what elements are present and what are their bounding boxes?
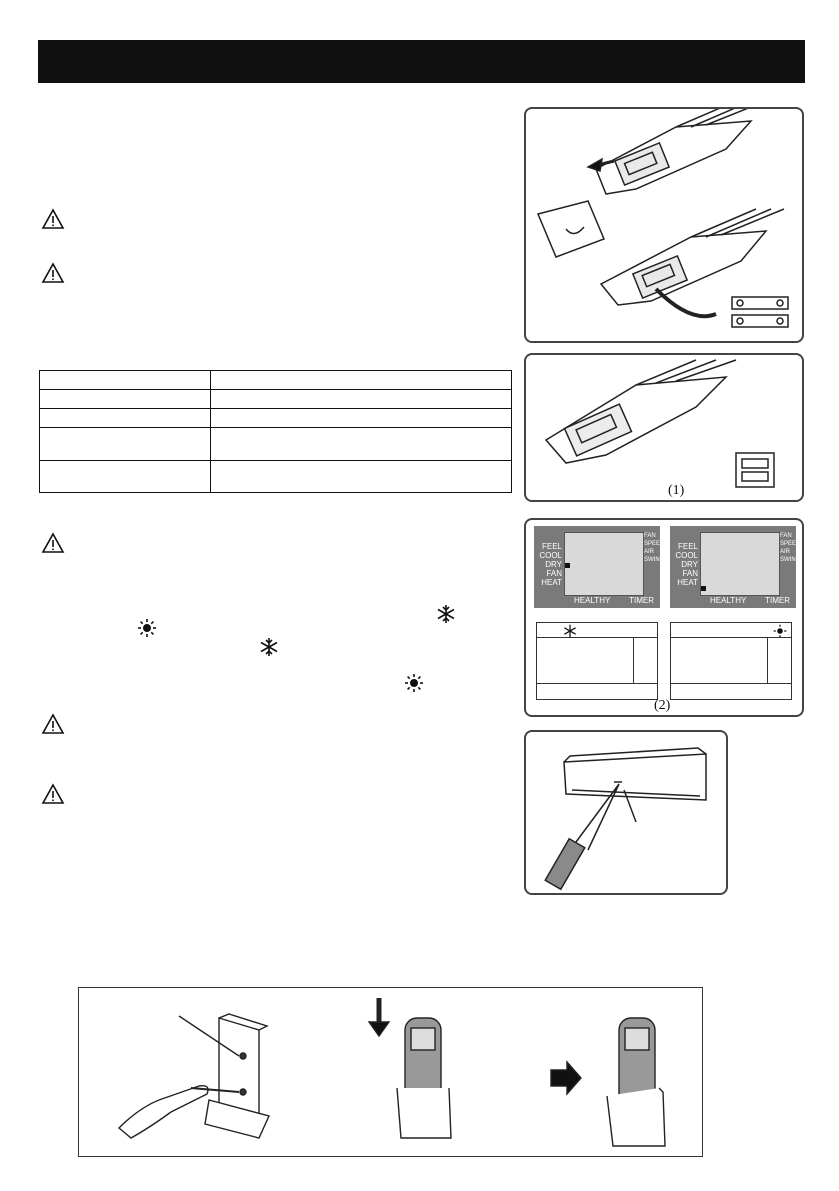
table-cell — [40, 461, 211, 493]
lcd-label: HEALTHY — [574, 596, 611, 605]
lcd-mode-list — [672, 542, 698, 587]
table-cell — [211, 371, 512, 390]
lcd-label: FAN — [644, 533, 656, 539]
lcd-mode-list — [536, 542, 562, 587]
table-cell — [40, 428, 211, 461]
battery-compartment-figure — [524, 353, 804, 502]
lcd-mode: COOL — [539, 551, 562, 560]
sun-icon — [773, 624, 787, 638]
lcd-mode: DRY — [545, 560, 562, 569]
figure-2-label: (2) — [654, 698, 671, 713]
lcd-label: TIMER — [765, 596, 790, 605]
lcd-mode-indicator — [565, 563, 570, 568]
lcd-label: SPEED — [644, 541, 665, 547]
sun-icon — [404, 673, 424, 693]
lcd-mode: FAN — [546, 569, 562, 578]
lcd-screen — [564, 532, 644, 596]
table-cell — [40, 390, 211, 409]
lcd-label: SWING — [644, 557, 665, 563]
lcd-right-labels — [780, 532, 800, 564]
cool-mode-box — [536, 622, 658, 700]
lcd-mode: FAN — [682, 569, 698, 578]
battery-spec-table — [39, 370, 512, 493]
battery-insertion-figure — [524, 107, 804, 343]
table-row — [40, 461, 512, 493]
lcd-label: SWING — [780, 557, 801, 563]
warning-triangle-icon — [41, 532, 65, 554]
header-bar — [38, 40, 805, 83]
table-cell — [211, 390, 512, 409]
lcd-mode: HEAT — [677, 578, 698, 587]
lcd-mode: FEEL — [677, 542, 698, 551]
lcd-mode-indicator — [701, 586, 706, 591]
snowflake-icon — [259, 637, 279, 657]
warning-triangle-icon — [41, 713, 65, 735]
lcd-screen — [700, 532, 780, 596]
lcd-mode: COOL — [675, 551, 698, 560]
lcd-label: FAN — [780, 533, 792, 539]
heat-mode-box — [670, 622, 792, 700]
lcd-panel — [670, 526, 801, 608]
table-cell — [211, 461, 512, 493]
table-cell — [211, 428, 512, 461]
snowflake-icon — [563, 624, 577, 638]
table-row — [40, 390, 512, 409]
lcd-label: AIR — [644, 549, 655, 555]
warning-triangle-icon — [41, 783, 65, 805]
display-mode-figure — [524, 518, 804, 717]
sun-icon — [137, 618, 157, 638]
table-cell — [40, 371, 211, 390]
lcd-label: AIR — [780, 549, 791, 555]
table-cell — [40, 409, 211, 428]
holder-installation-figure — [78, 987, 703, 1157]
table-row — [40, 428, 512, 461]
table-row — [40, 409, 512, 428]
lcd-mode: HEAT — [541, 578, 562, 587]
warning-triangle-icon — [41, 262, 65, 284]
lcd-panel — [534, 526, 665, 608]
table-cell — [211, 409, 512, 428]
remote-signal-figure — [524, 730, 728, 895]
lcd-right-labels — [644, 532, 664, 564]
lcd-mode: FEEL — [541, 542, 562, 551]
snowflake-icon — [436, 604, 456, 624]
figure-1-label: (1) — [668, 483, 685, 498]
table-row — [40, 371, 512, 390]
lcd-label: TIMER — [629, 596, 654, 605]
lcd-label: SPEED — [780, 541, 801, 547]
lcd-label: HEALTHY — [710, 596, 747, 605]
warning-triangle-icon — [41, 208, 65, 230]
lcd-mode: DRY — [681, 560, 698, 569]
lcd-bottom-labels — [574, 596, 654, 605]
lcd-bottom-labels — [710, 596, 790, 605]
